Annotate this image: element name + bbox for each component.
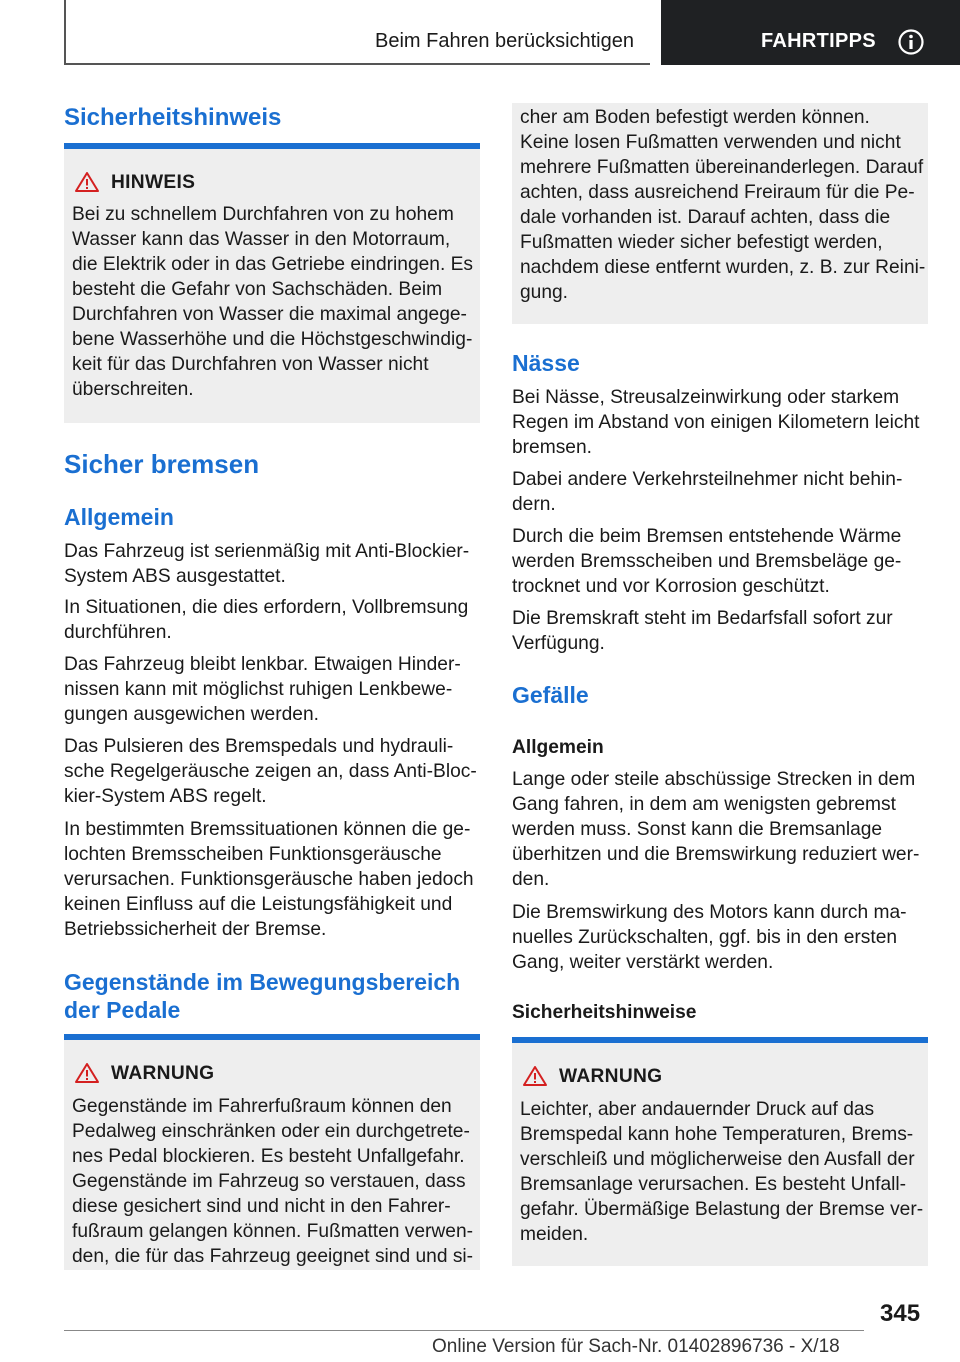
- warning-text-continued: [520, 105, 925, 305]
- text-line: cher am Boden befestigt werden können.: [520, 107, 870, 128]
- warning-title: WARNUNG: [559, 1066, 663, 1087]
- text-line: In Situationen, die dies erfordern, Vollbremsung: [64, 597, 469, 618]
- notice-box: [64, 143, 480, 423]
- heading-safety-notice: Sicherheitshinweis: [64, 104, 282, 131]
- warning-box: [512, 1037, 928, 1266]
- text-line: Das Pulsieren des Bremspedals und hydrauli-: [64, 736, 454, 757]
- heading-slope: Gefälle: [512, 682, 589, 708]
- text-line: nes Pedal blockieren. Es besteht Unfallgefahr.: [72, 1146, 465, 1167]
- page-number: 345: [880, 1300, 921, 1327]
- header-section-title: Beim Fahren berücksichtigen: [374, 30, 634, 52]
- text-line: Fußmatten wieder sicher befestigt werden,: [520, 232, 883, 253]
- paragraph: [512, 767, 919, 892]
- header-underline: [64, 63, 650, 65]
- text-line: diese gesichert sind und nicht in den Fahrer-: [72, 1196, 451, 1217]
- text-line: Die Bremskraft steht im Bedarfsfall sofort zur: [512, 608, 893, 629]
- text-line: durchführen.: [64, 622, 172, 643]
- text-line: Bei zu schnellem Durchfahren von zu hohem: [72, 204, 454, 225]
- text-line: lochten Bremsscheiben Funktionsgeräusche: [64, 844, 442, 865]
- text-line: die Elektrik oder in das Getriebe eindringen. Es: [72, 254, 474, 275]
- text-line: Bremsanlage verursachen. Es besteht Unfall-: [520, 1174, 907, 1195]
- paragraph: [64, 539, 469, 589]
- text-line: kier-System ABS regelt.: [64, 786, 267, 807]
- text-line: Durchfahren von Wasser die maximal angege-: [72, 304, 467, 325]
- text-line: Das Fahrzeug bleibt lenkbar. Etwaigen Hinder-: [64, 654, 461, 675]
- warning-box-bar: [64, 1034, 480, 1040]
- text-line: Pedalweg einschränken oder ein durchgetrete-: [72, 1121, 470, 1142]
- notice-title: HINWEIS: [111, 172, 196, 193]
- paragraph: [512, 467, 902, 517]
- text-line: Durch die beim Bremsen entstehende Wärme: [512, 526, 902, 547]
- text-line: besteht die Gefahr von Sachschäden. Beim: [72, 279, 443, 300]
- heading-wetness: Nässe: [512, 350, 580, 376]
- text-line: Bremspedal kann hohe Temperaturen, Brems-: [520, 1124, 914, 1145]
- text-line: bremsen.: [512, 437, 592, 458]
- warning-triangle-icon: [522, 1065, 548, 1087]
- text-line: keinen Einfluss auf die Leistungsfähigkeit und: [64, 894, 453, 915]
- warning-text: [520, 1097, 923, 1247]
- heading-objects-pedals: [64, 968, 460, 1024]
- text-line: den.: [512, 869, 550, 890]
- paragraph: [64, 817, 474, 942]
- text-line: Lange oder steile abschüssige Strecken in dem: [512, 769, 916, 790]
- text-line: Leichter, aber andauernder Druck auf das: [520, 1099, 875, 1120]
- text-line: den, die für das Fahrzeug geeignet sind und si-: [72, 1246, 474, 1267]
- text-line: gung.: [520, 282, 569, 303]
- paragraph: [512, 524, 901, 599]
- text-line: keit für das Durchfahren von Wasser nicht: [72, 354, 429, 375]
- subheading-safety-notes: Sicherheitshinweise: [512, 1002, 697, 1023]
- text-line: überschreiten.: [72, 379, 194, 400]
- text-line: dern.: [512, 494, 556, 515]
- warning-triangle-icon: [74, 171, 100, 193]
- text-line: In bestimmten Bremssituationen können die ge-: [64, 819, 471, 840]
- text-line: sche Regelgeräusche zeigen an, dass Anti-Bloc-: [64, 761, 477, 782]
- text-line: mehrere Fußmatten übereinanderlegen. Darauf: [520, 157, 924, 178]
- text-line: Bei Nässe, Streusalzeinwirkung oder starkem: [512, 387, 900, 408]
- heading-line: der Pedale: [64, 997, 181, 1023]
- warning-box-bar: [512, 1037, 928, 1043]
- text-line: meiden.: [520, 1224, 589, 1245]
- paragraph: [64, 652, 461, 727]
- text-line: Keine losen Fußmatten verwenden und nicht: [520, 132, 901, 153]
- header-chapter-label: FAHRTIPPS: [761, 30, 876, 52]
- text-line: achten, dass ausreichend Freiraum für die Pe-: [520, 182, 915, 203]
- text-line: gungen ausgewichen werden.: [64, 704, 319, 725]
- text-line: nuelles Zurückschalten, ggf. bis in den ersten: [512, 927, 898, 948]
- text-line: Dabei andere Verkehrsteilnehmer nicht behin-: [512, 469, 903, 490]
- warning-box: [64, 1034, 480, 1270]
- heading-line: Gegenstände im Bewegungsbereich: [64, 969, 461, 995]
- subheading-general: Allgemein: [512, 737, 604, 758]
- text-line: verschleiß und möglicherweise den Ausfall der: [520, 1149, 915, 1170]
- text-line: Verfügung.: [512, 633, 605, 654]
- text-line: nissen kann mit möglichst ruhigen Lenkbewe-: [64, 679, 453, 700]
- text-line: verursachen. Funktionsgeräusche haben jedoch: [64, 869, 474, 890]
- text-line: Gegenstände im Fahrerfußraum können den: [72, 1096, 452, 1117]
- notice-box-bar: [64, 143, 480, 149]
- paragraph: [512, 900, 907, 975]
- footer-version-text: Online Version für Sach-Nr. 01402896736 - X/18: [432, 1336, 840, 1357]
- paragraph: [512, 385, 919, 460]
- header-chapter-tab[interactable]: [661, 0, 960, 65]
- text-line: dale vorhanden ist. Darauf achten, dass die: [520, 207, 891, 228]
- text-line: bene Wasserhöhe und die Höchstgeschwindig-: [72, 329, 473, 350]
- text-line: Das Fahrzeug ist serienmäßig mit Anti-Blockier-: [64, 541, 470, 562]
- text-line: Die Bremswirkung des Motors kann durch ma-: [512, 902, 907, 923]
- text-line: überhitzen und die Bremswirkung reduziert wer-: [512, 844, 920, 865]
- paragraph: [64, 734, 477, 809]
- text-line: Regen im Abstand von einigen Kilometern leicht: [512, 412, 920, 433]
- text-line: nachdem diese entfernt wurden, z. B. zur Reini-: [520, 257, 926, 278]
- heading-safe-braking: Sicher bremsen: [64, 449, 260, 479]
- text-line: trocknet und vor Korrosion geschützt.: [512, 576, 830, 597]
- warning-triangle-icon: [74, 1062, 100, 1084]
- text-line: werden Bremsscheiben und Bremsbeläge ge-: [512, 551, 902, 572]
- text-line: Betriebssicherheit der Bremse.: [64, 919, 327, 940]
- text-line: Gang fahren, in dem am wenigsten gebremst: [512, 794, 896, 815]
- text-line: Gang, weiter verstärkt werden.: [512, 952, 774, 973]
- info-icon[interactable]: [897, 28, 925, 56]
- text-line: fußraum gelangen können. Fußmatten verwen-: [72, 1221, 474, 1242]
- footer-divider: [64, 1330, 864, 1331]
- text-line: gefahr. Übermäßige Belastung der Bremse ver-: [520, 1199, 924, 1220]
- notice-text: [72, 202, 473, 402]
- paragraph: [64, 595, 468, 645]
- warning-title: WARNUNG: [111, 1063, 215, 1084]
- text-line: werden muss. Sonst kann die Bremsanlage: [512, 819, 883, 840]
- heading-general: Allgemein: [64, 504, 174, 530]
- warning-text: [72, 1094, 473, 1269]
- paragraph: [512, 606, 893, 656]
- text-line: Gegenstände im Fahrzeug so verstauen, dass: [72, 1171, 466, 1192]
- text-line: System ABS ausgestattet.: [64, 566, 286, 587]
- text-line: Wasser kann das Wasser in den Motorraum,: [72, 229, 451, 250]
- warning-box-continued: [512, 103, 928, 324]
